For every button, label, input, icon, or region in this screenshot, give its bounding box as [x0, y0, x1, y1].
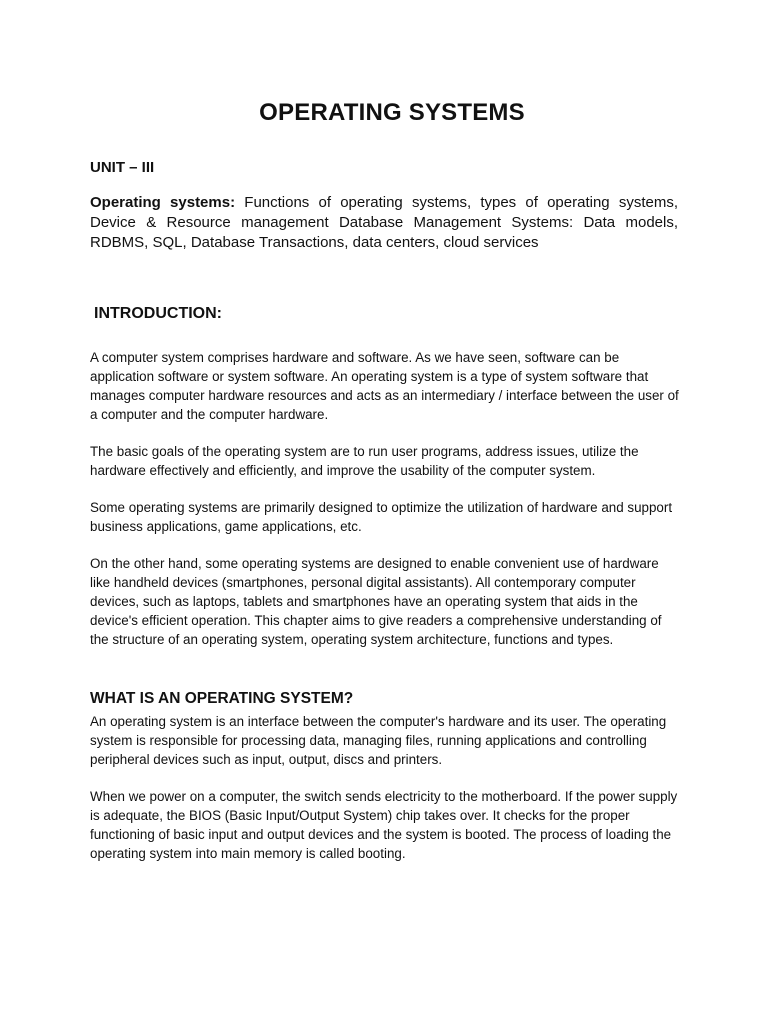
- intro-paragraph-4: On the other hand, some operating systems are designed to enable convenient use of hardware like handheld devices (smartphones, personal digital assistants). All contemporary computer devices, such as laptops, tablets and smartphones have an operating system that aids in the device's efficient operation. This chapter aims to give readers a comprehensive understanding of the structure of an operating system, operating system architecture, functions and types.: [90, 556, 662, 647]
- intro-paragraph-3: Some operating systems are primarily designed to optimize the utilization of hardware and support business applications, game applications, etc.: [90, 500, 673, 534]
- what-is-paragraph-2: When we power on a computer, the switch sends electricity to the motherboard. If the power supply is adequate, the BIOS (Basic Input/Output System) chip takes over. It checks for the proper functioning of basic input and output devices and the system is booted. The process of loading the operating system into main memory is called booting.: [90, 789, 678, 861]
- introduction-heading: INTRODUCTION:: [94, 305, 222, 322]
- syllabus-paragraph: [90, 193, 678, 253]
- unit-label: UNIT – III: [90, 159, 155, 176]
- document-title: OPERATING SYSTEMS: [259, 99, 525, 126]
- introduction-section: [90, 348, 682, 667]
- syllabus-lead: Operating systems:: [90, 194, 236, 211]
- syllabus-text: Functions of operating systems, types of operating systems, Device & Resource management Database Management Systems: Data models, RDBMS, SQL, Database Transactions, data centers, cloud services: [90, 194, 678, 251]
- what-is-heading: WHAT IS AN OPERATING SYSTEM?: [90, 690, 354, 707]
- what-is-paragraph-1: An operating system is an interface between the computer's hardware and its user. The operating system is responsible for processing data, managing files, running applications and controlling peripheral devices such as input, output, discs and printers.: [90, 714, 667, 767]
- intro-paragraph-2: The basic goals of the operating system are to run user programs, address issues, utilize the hardware effectively and efficiently, and improve the usability of the computer system.: [90, 444, 639, 478]
- intro-paragraph-1: A computer system comprises hardware and software. As we have seen, software can be application software or system software. An operating system is a type of system software that manages computer hardware resources and acts as an intermediary / interface between the user of a computer and the computer hardware.: [90, 350, 679, 422]
- what-is-section: [90, 712, 682, 881]
